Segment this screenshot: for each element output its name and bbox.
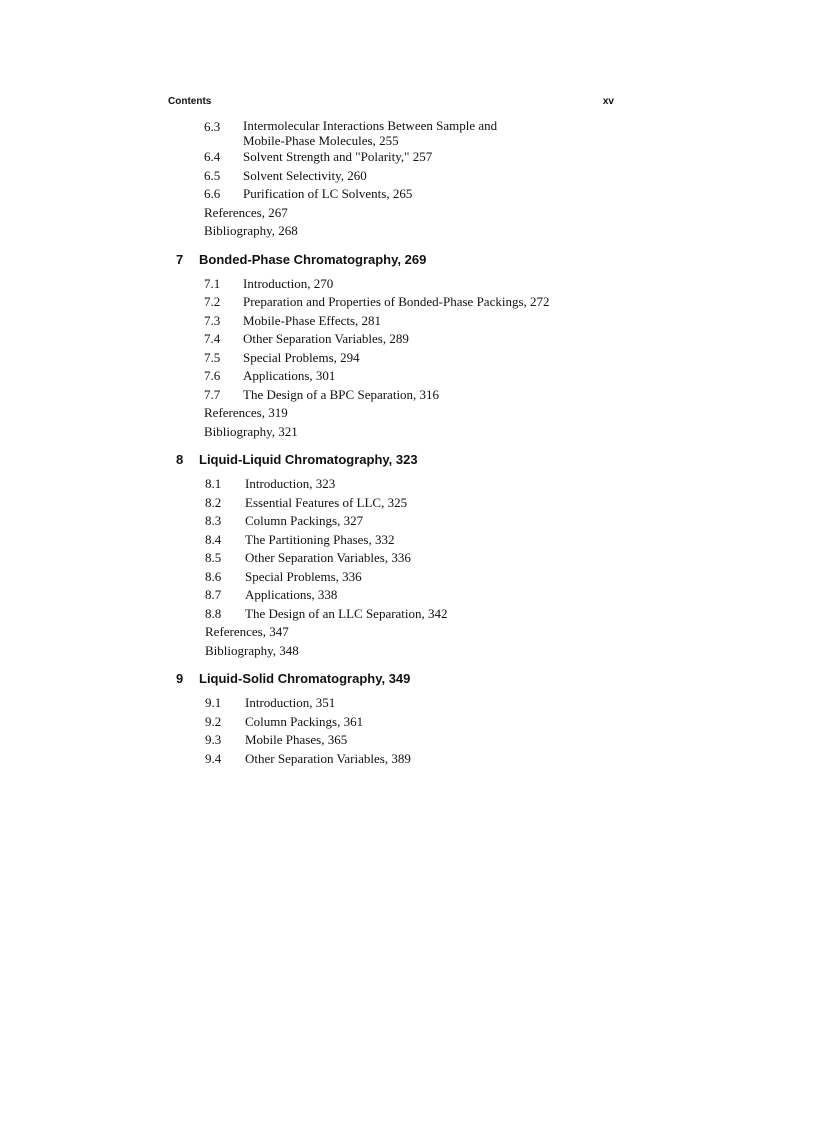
chapter-heading-7 [168,251,628,269]
section-title: Introduction, 323 [245,476,336,491]
toc-entry-6-6 [168,185,628,204]
section-number: 8.5 [205,550,222,565]
section-title: Applications, 338 [245,587,338,602]
toc-entry-8-2 [168,494,628,513]
section-number: 8.6 [205,568,222,584]
section-number: 8.3 [205,513,222,528]
toc-entry-7-5 [168,349,628,368]
section-number: 7.7 [204,386,221,402]
running-head [168,95,614,109]
toc-bibliography: Bibliography, 268 [204,223,298,238]
section-number: 7.4 [204,331,221,346]
toc-bibliography: Bibliography, 321 [204,423,298,439]
toc-entry-7-6 [168,367,628,386]
toc-entry-8-7 [168,586,628,605]
section-title: Mobile-Phase Effects, 281 [243,312,382,328]
section-number: 6.6 [204,186,221,201]
toc-entry-6-5 [168,167,628,186]
chapter-heading-9 [168,670,628,688]
section-number: 8.1 [205,476,222,491]
toc-entry-9-4 [168,750,628,769]
section-title: Mobile Phases, 365 [245,732,348,747]
section-title: Preparation and Properties of Bonded-Phase Packings, 272 [243,294,550,309]
toc-entry-9-3 [168,731,628,750]
section-number: 6.3 [204,119,221,134]
section-title: Introduction, 270 [243,275,334,291]
section-number: 9.4 [205,750,222,766]
chapter-number: 9 [176,671,184,686]
toc-entry-8-4 [168,531,628,550]
section-number: 7.3 [204,312,221,328]
page-number: xv [602,96,614,107]
toc-entry-8-1 [168,475,628,494]
section-title: Column Packings, 327 [245,513,364,528]
toc-entry-9-2 [168,713,628,732]
toc-entry-7-2 [168,293,628,312]
section-title: Solvent Strength and "Polarity," 257 [243,149,433,164]
section-title: The Design of a BPC Separation, 316 [243,386,440,402]
section-title: Intermolecular Interactions Between Sample and [243,118,498,133]
toc-bibliography: Bibliography, 348 [205,642,299,658]
toc-entry-7-1 [168,275,628,294]
chapter-8-sections [168,475,628,660]
chapter-title: Liquid-Liquid Chromatography, 323 [199,452,418,467]
running-head-title: Contents [168,96,212,107]
chapter-heading-8 [168,451,628,469]
section-number: 6.4 [204,149,221,164]
toc-entry-7-3 [168,312,628,331]
section-title: Special Problems, 294 [243,349,360,365]
toc-entry-6-4 [168,148,628,167]
table-of-contents [168,118,628,768]
chapter-9-sections [168,694,628,768]
toc-entry-7-7 [168,386,628,405]
chapter-6-sections [168,118,628,241]
section-title: Purification of LC Solvents, 265 [243,186,413,201]
toc-references: References, 347 [205,624,289,639]
section-number: 6.5 [204,167,221,183]
section-title: The Design of an LLC Separation, 342 [245,605,448,621]
section-number: 8.4 [205,531,222,547]
section-title: Other Separation Variables, 289 [243,331,409,346]
section-title: Solvent Selectivity, 260 [243,167,367,183]
section-title: Essential Features of LLC, 325 [245,494,408,510]
chapter-title: Bonded-Phase Chromatography, 269 [199,251,427,267]
section-number: 9.2 [205,713,222,729]
chapter-title: Liquid-Solid Chromatography, 349 [199,671,411,686]
section-title: The Partitioning Phases, 332 [245,531,395,547]
chapter-number: 8 [176,452,184,467]
section-number: 8.2 [205,494,222,510]
section-number: 7.6 [204,368,221,383]
toc-references: References, 319 [204,405,288,420]
section-number: 8.8 [205,605,222,621]
toc-entry-6-3 [168,118,628,148]
toc-entry-8-8 [168,605,628,624]
toc-entry-8-6 [168,568,628,587]
toc-references: References, 267 [204,204,288,220]
section-title: Introduction, 351 [245,695,336,710]
section-title: Column Packings, 361 [245,713,364,729]
chapter-7-sections [168,275,628,442]
section-number: 8.7 [205,587,222,602]
section-number: 9.1 [205,695,222,710]
toc-entry-7-4 [168,330,628,349]
toc-entry-8-5 [168,549,628,568]
chapter-number: 7 [176,251,184,267]
section-title: Other Separation Variables, 336 [245,550,411,565]
toc-entry-9-1 [168,694,628,713]
section-title: Applications, 301 [243,368,336,383]
section-number: 9.3 [205,732,222,747]
toc-entry-8-3 [168,512,628,531]
section-title: Other Separation Variables, 389 [245,750,411,766]
section-number: 7.5 [204,349,221,365]
section-title: Special Problems, 336 [245,568,362,584]
section-number: 7.1 [204,275,221,291]
section-title-continued: Mobile-Phase Molecules, 255 [243,133,399,148]
section-number: 7.2 [204,294,221,309]
